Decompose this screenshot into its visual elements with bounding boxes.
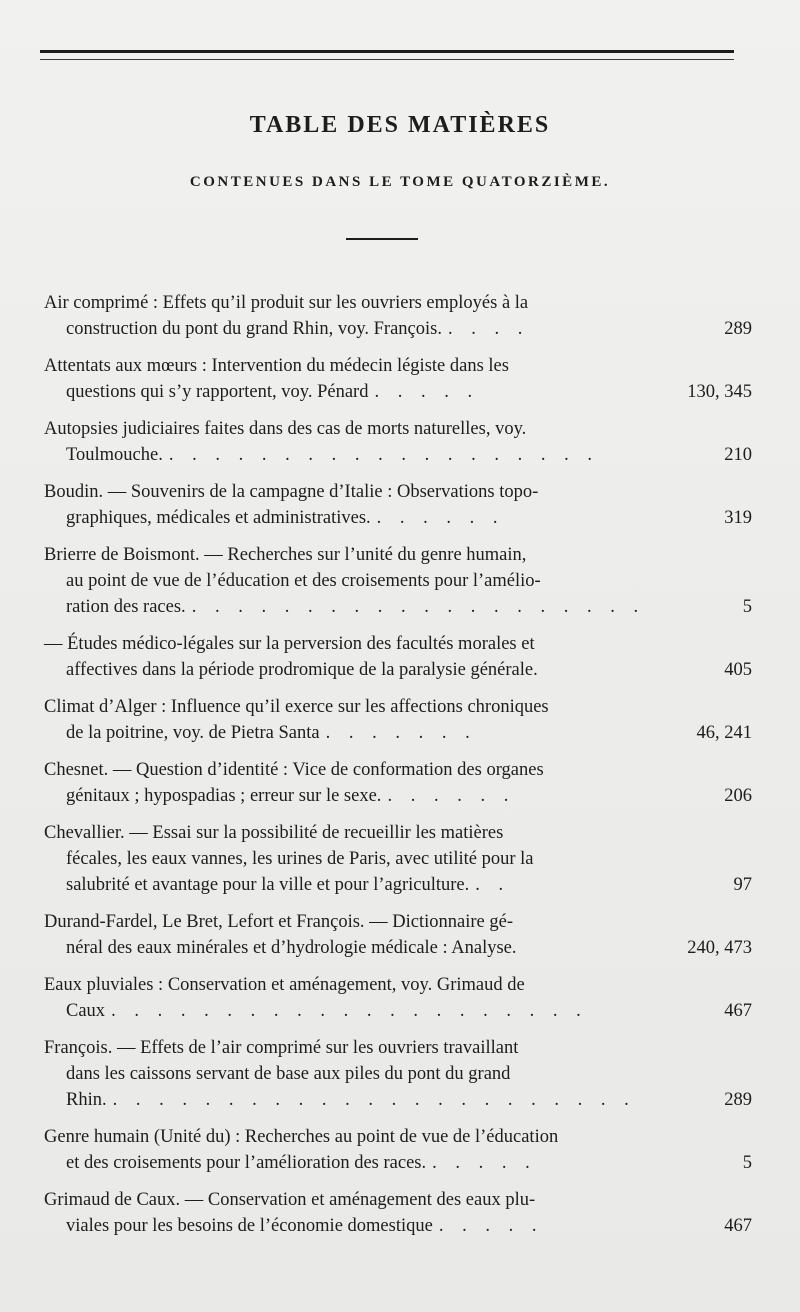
entry-line: néral des eaux minérales et d’hydrologie médicale : Analyse. (66, 938, 517, 958)
entry-line: Chesnet. — Question d’identité : Vice de conformation des organes (44, 760, 544, 780)
page-reference: 240, 473 (687, 938, 752, 958)
entry-line: François. — Effets de l’air comprimé sur les ouvriers travaillant (44, 1038, 519, 1058)
entry-line: dans les caissons servant de base aux piles du pont du grand (66, 1064, 511, 1084)
page-title: TABLE DES MATIÈRES (249, 112, 551, 138)
page-reference: 210 (724, 445, 752, 465)
entry-line: — Études médico-légales sur la perversion des facultés morales et (44, 634, 535, 654)
entry-line: Durand-Fardel, Le Bret, Lefort et François. — Dictionnaire gé- (44, 912, 514, 932)
page-subtitle: CONTENUES DANS LE TOME QUATORZIÈME. (189, 174, 611, 190)
entry-line: Brierre de Boismont. — Recherches sur l’unité du genre humain, (44, 545, 527, 565)
entry-line: Eaux pluviales : Conservation et aménagement, voy. Grimaud de (44, 975, 525, 995)
entry-line: et des croisements pour l’amélioration des races. (66, 1153, 427, 1173)
entry-line: Air comprimé : Effets qu’il produit sur les ouvriers employés à la (44, 293, 529, 313)
entry-line: au point de vue de l’éducation et des croisements pour l’amélio- (66, 571, 541, 591)
toc-entry (44, 972, 752, 1024)
toc-entry (44, 757, 752, 809)
leader-dots: . . . . . (438, 1216, 544, 1236)
entry-line: Chevallier. — Essai sur la possibilité de recueillir les matières (44, 823, 504, 843)
page-reference: 97 (733, 875, 752, 895)
page-reference: 319 (724, 508, 752, 528)
entry-line: Rhin. (66, 1090, 107, 1110)
leader-dots: . . (475, 875, 511, 895)
entry-line: ration des races. (66, 597, 186, 617)
entry-line: de la poitrine, voy. de Pietra Santa (66, 723, 320, 743)
toc-entry (44, 1035, 752, 1113)
page-reference: 289 (724, 1090, 752, 1110)
toc-entry (44, 353, 752, 405)
leader-dots: . . . . . (432, 1153, 537, 1173)
page-reference: 130, 345 (687, 382, 752, 402)
entry-line: salubrité et avantage pour la ville et pour l’agriculture. (66, 875, 470, 895)
page-reference: 289 (724, 319, 752, 339)
leader-dots: . . . . . . . (325, 723, 477, 743)
toc-entry (44, 479, 752, 531)
entry-line: graphiques, médicales et administratives. (66, 508, 371, 528)
header-thin-rule (40, 59, 734, 60)
title-separator-rule (346, 238, 418, 240)
page-reference: 5 (742, 597, 752, 617)
entry-line: questions qui s’y rapportent, voy. Pénard (66, 382, 369, 402)
leader-dots: . . . . . (374, 382, 480, 402)
toc-entry (44, 820, 752, 898)
page-reference: 206 (724, 786, 752, 806)
leader-dots: . . . . . . . . . . . . . . . . . . . . . (111, 1001, 588, 1021)
entry-line: Grimaud de Caux. — Conservation et aménagement des eaux plu- (44, 1190, 536, 1210)
entry-line: Attentats aux mœurs : Intervention du médecin légiste dans les (44, 356, 509, 376)
leader-dots: . . . . . . . . . . . . . . . . . . . (168, 445, 599, 465)
toc-entry (44, 1187, 752, 1239)
leader-dots: . . . . . . (376, 508, 505, 528)
page-reference: 405 (724, 660, 752, 680)
entry-line: génitaux ; hypospadias ; erreur sur le sexe. (66, 786, 382, 806)
leader-dots: . . . . . . (387, 786, 516, 806)
entry-line: Genre humain (Unité du) : Recherches au point de vue de l’éducation (44, 1127, 559, 1147)
toc-entry (44, 631, 752, 683)
leader-dots: . . . . (447, 319, 530, 339)
table-of-contents (44, 290, 752, 1250)
entry-line: affectives dans la période prodromique de la paralysie générale. (66, 660, 538, 680)
entry-line: Climat d’Alger : Influence qu’il exerce sur les affections chroniques (44, 697, 549, 717)
toc-entry (44, 694, 752, 746)
toc-entry (44, 416, 752, 468)
leader-dots: . . . . . . . . . . . . . . . . . . . . . . . (112, 1090, 636, 1110)
page-reference: 467 (724, 1001, 752, 1021)
header-thick-rule (40, 50, 734, 53)
page-reference: 467 (724, 1216, 752, 1236)
toc-entry (44, 909, 752, 961)
entry-line: Autopsies judiciaires faites dans des cas de morts naturelles, voy. (44, 419, 527, 439)
leader-dots: . . . . . . . . . . . . . . . . . . . . (191, 597, 646, 617)
entry-line: Boudin. — Souvenirs de la campagne d’Italie : Observations topo- (44, 482, 539, 502)
toc-entry (44, 290, 752, 342)
entry-line: Caux (66, 1001, 106, 1021)
entry-line: Toulmouche. (66, 445, 163, 465)
entry-line: fécales, les eaux vannes, les urines de Paris, avec utilité pour la (66, 849, 534, 869)
page-reference: 5 (742, 1153, 752, 1173)
toc-entry (44, 542, 752, 620)
entry-line: viales pour les besoins de l’économie domestique (66, 1216, 433, 1236)
toc-entry (44, 1124, 752, 1176)
entry-line: construction du pont du grand Rhin, voy. François. (66, 319, 442, 339)
page-reference: 46, 241 (696, 723, 752, 743)
